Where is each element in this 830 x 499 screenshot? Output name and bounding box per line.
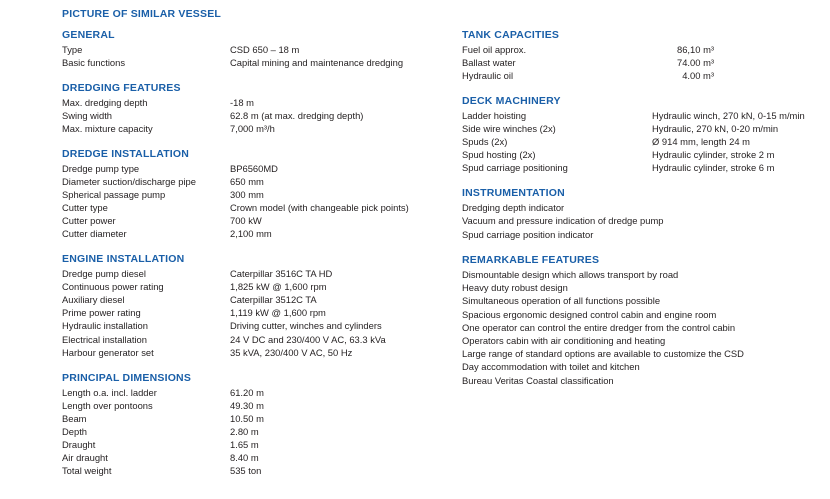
spec-label: Fuel oil approx. (462, 44, 527, 55)
spec-label: Ladder hoisting (462, 110, 527, 122)
remarkable-features-list (462, 269, 828, 388)
left-column (62, 29, 462, 490)
spec-value: 10.50 m (230, 412, 264, 424)
table-row (462, 110, 828, 123)
spec-value: Hydraulic cylinder, stroke 2 m (652, 149, 775, 161)
section-title-instrumentation: INSTRUMENTATION (462, 187, 565, 200)
spec-label: Dredge pump type (62, 163, 140, 175)
table-row (62, 307, 462, 320)
dredge-installation-table (62, 163, 462, 241)
table-row (62, 439, 462, 452)
spec-label: Harbour generator set (62, 346, 154, 358)
spec-label: Side wire winches (2x) (462, 123, 556, 135)
table-row (462, 162, 828, 175)
spec-label: Spud carriage positioning (462, 162, 568, 174)
table-row (62, 387, 462, 400)
spec-value: Hydraulic winch, 270 kN, 0-15 m/min (652, 110, 805, 122)
spec-value: 61.20 m (230, 386, 264, 398)
spec-value: BP6560MD (230, 163, 278, 175)
table-row (62, 176, 462, 189)
spec-value: 2.80 m (230, 425, 259, 437)
spec-label: Type (62, 44, 83, 55)
spec-label: Spuds (2x) (462, 136, 508, 148)
spec-label: Dredge pump diesel (62, 268, 146, 280)
engine-installation-table (62, 268, 462, 359)
principal-dimensions-table (62, 387, 462, 478)
spec-label: Spud hosting (2x) (462, 149, 536, 161)
table-row (462, 149, 828, 162)
spec-label: Cutter type (62, 202, 108, 214)
list-item: One operator can control the entire dredger from the control cabin (462, 321, 736, 333)
spec-value: -18 m (230, 97, 254, 109)
table-row (62, 215, 462, 228)
spec-value: Hydraulic cylinder, stroke 6 m (652, 162, 775, 174)
spec-label: Max. dredging depth (62, 97, 148, 109)
spec-label: Prime power rating (62, 307, 141, 319)
list-item: Vacuum and pressure indication of dredge pump (462, 215, 664, 227)
dredging-features-table (62, 97, 462, 136)
table-row (62, 228, 462, 241)
table-row (462, 123, 828, 136)
spec-value: 1,119 kW @ 1,600 rpm (230, 307, 326, 319)
section-dredge-installation (62, 148, 462, 241)
table-row (62, 163, 462, 176)
spec-value: CSD 650 – 18 m (230, 44, 300, 55)
table-row (62, 347, 462, 360)
section-title-deck-machinery: DECK MACHINERY (462, 95, 561, 108)
section-title-remarkable-features: REMARKABLE FEATURES (462, 253, 600, 266)
spec-value: 7,000 m³/h (230, 123, 275, 135)
spec-value (652, 70, 828, 83)
spec-label: Continuous power rating (62, 281, 164, 293)
table-row (62, 110, 462, 123)
spec-label: Beam (62, 412, 87, 424)
spec-label: Total weight (62, 464, 112, 476)
spec-label: Electrical installation (62, 333, 147, 345)
list-item: Spacious ergonomic designed control cabin and engine room (462, 308, 717, 320)
section-deck-machinery (462, 95, 828, 175)
spec-label: Draught (62, 438, 96, 450)
spec-value: 24 V DC and 230/400 V AC, 63.3 kVa (230, 333, 386, 345)
spec-label: Ballast water (462, 57, 516, 69)
spec-value: 1,825 kW @ 1,600 rpm (230, 281, 327, 293)
instrumentation-list (462, 202, 828, 242)
spec-label: Depth (62, 425, 88, 437)
section-general (62, 29, 462, 70)
spec-value: Capital mining and maintenance dredging (230, 57, 404, 69)
spec-label: Spherical passage pump (62, 189, 166, 201)
list-item: Large range of standard options are available to customize the CSD (462, 348, 744, 360)
list-item: Dismountable design which allows transport by road (462, 268, 679, 280)
spec-value: Caterpillar 3516C TA HD (230, 268, 333, 280)
spec-value: 62.8 m (at max. dredging depth) (230, 110, 364, 122)
spec-value: 535 ton (230, 464, 262, 476)
list-item: Day accommodation with toilet and kitchen (462, 361, 640, 373)
table-row (62, 57, 462, 70)
list-item: Spud carriage position indicator (462, 228, 594, 240)
tank-capacities-table (462, 44, 828, 83)
spec-label: Swing width (62, 110, 113, 122)
spec-value-text: 74.00 m³ (677, 57, 714, 69)
table-row (62, 281, 462, 294)
table-row (62, 268, 462, 281)
section-instrumentation (462, 187, 828, 242)
spec-value: 35 kVA, 230/400 V AC, 50 Hz (230, 346, 353, 358)
table-row (62, 123, 462, 136)
spec-value: Caterpillar 3512C TA (230, 294, 317, 306)
spec-label: Length o.a. incl. ladder (62, 386, 157, 398)
table-row (62, 452, 462, 465)
spec-label: Auxiliary diesel (62, 294, 125, 306)
two-column-layout (62, 29, 816, 490)
section-title-engine-installation: ENGINE INSTALLATION (62, 253, 185, 266)
spec-label: Diameter suction/discharge pipe (62, 176, 196, 188)
spec-label: Length over pontoons (62, 399, 153, 411)
list-item: Bureau Veritas Coastal classification (462, 374, 614, 386)
table-row (62, 189, 462, 202)
spec-label: Cutter power (62, 215, 116, 227)
spec-label: Cutter diameter (62, 228, 127, 240)
section-remarkable-features (462, 254, 828, 388)
table-row (62, 465, 462, 478)
deck-machinery-table (462, 110, 828, 175)
spec-value-text: 4.00 m³ (682, 70, 714, 82)
table-row (62, 202, 462, 215)
table-row (62, 97, 462, 110)
spec-value (652, 44, 828, 57)
list-item: Heavy duty robust design (462, 282, 568, 294)
list-item: Dredging depth indicator (462, 202, 565, 214)
table-row (462, 70, 828, 83)
spec-label: Hydraulic oil (462, 70, 514, 82)
table-row (62, 400, 462, 413)
spec-value: 1.65 m (230, 438, 259, 450)
spec-value-text: 86,10 m³ (677, 44, 714, 55)
general-table (62, 44, 462, 70)
table-row (62, 426, 462, 439)
spec-value: 49.30 m (230, 399, 264, 411)
spec-value: 300 mm (230, 189, 264, 201)
spec-value: 700 kW (230, 215, 262, 227)
table-row (62, 320, 462, 333)
section-dredging-features (62, 82, 462, 136)
spec-label: Air draught (62, 451, 108, 463)
section-principal-dimensions (62, 372, 462, 478)
section-tank-capacities (462, 29, 828, 83)
spec-value: Crown model (with changeable pick points) (230, 202, 409, 214)
section-title-dredging-features: DREDGING FEATURES (62, 82, 181, 95)
table-row (62, 294, 462, 307)
list-item: Operators cabin with air conditioning and heating (462, 335, 666, 346)
spec-value: 650 mm (230, 176, 264, 188)
spec-label: Max. mixture capacity (62, 123, 153, 135)
spec-value: 8.40 m (230, 451, 259, 463)
section-title-dredge-installation: DREDGE INSTALLATION (62, 148, 190, 161)
picture-caption: PICTURE OF SIMILAR VESSEL (62, 8, 222, 20)
table-row (62, 413, 462, 426)
spec-value: Driving cutter, winches and cylinders (230, 320, 382, 332)
spec-value: Hydraulic, 270 kN, 0-20 m/min (652, 123, 779, 135)
list-item: Simultaneous operation of all functions possible (462, 295, 661, 307)
spec-label: Basic functions (62, 57, 126, 69)
spec-value (652, 57, 828, 70)
spec-value: Ø 914 mm, length 24 m (652, 136, 750, 148)
section-title-principal-dimensions: PRINCIPAL DIMENSIONS (62, 371, 192, 384)
table-row (62, 334, 462, 347)
section-engine-installation (62, 253, 462, 359)
table-row (462, 57, 828, 70)
section-title-tank-capacities: TANK CAPACITIES (462, 29, 560, 41)
table-row (62, 44, 462, 57)
spec-value: 2,100 mm (230, 228, 272, 240)
right-column (462, 29, 828, 400)
table-row (462, 136, 828, 149)
spec-label: Hydraulic installation (62, 320, 148, 332)
section-title-general: GENERAL (62, 29, 115, 41)
table-row (462, 44, 828, 57)
